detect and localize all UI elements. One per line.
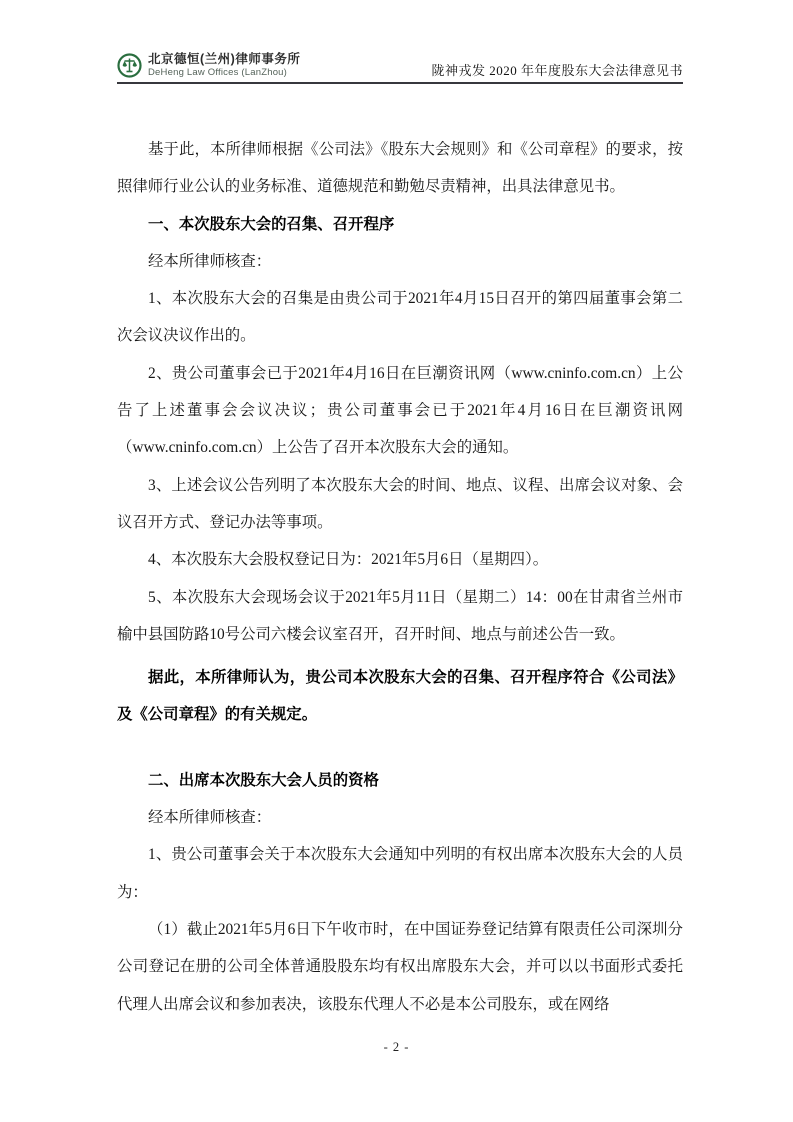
section1-item-3: 3、上述会议公告列明了本次股东大会的时间、地点、议程、出席会议对象、会议召开方式、登记办法等事项。: [117, 476, 683, 531]
document-body: [117, 131, 683, 1023]
firm-name-chinese: 北京德恒(兰州)律师事务所: [148, 52, 301, 66]
section1-conclusion: 据此，本所律师认为，贵公司本次股东大会的召集、召开程序符合《公司法》及《公司章程》的有关规定。: [117, 669, 683, 724]
firm-name-block: [148, 52, 300, 79]
section1-item-1: 1、本次股东大会的召集是由贵公司于2021年4月15日召开的第四届董事会第二次会议决议作出的。: [117, 290, 683, 345]
page-number: - 2 -: [383, 1040, 410, 1054]
intro-paragraph: 基于此，本所律师根据《公司法》《股东大会规则》和《公司章程》的要求，按照律师行业公认的业务标准、道德规范和勤勉尽责精神，出具法律意见书。: [117, 141, 683, 196]
section1-item-2: 2、贵公司董事会已于2021年4月16日在巨潮资讯网（www.cninfo.com.cn）上公告了上述董事会会议决议；贵公司董事会已于2021年4月16日在巨潮资讯网（www.cninfo.com.cn）上公告了召开本次股东大会的通知。: [117, 364, 683, 457]
firm-identity: [117, 52, 300, 79]
document-title-header: 陇神戎发 2020 年年度股东大会法律意见书: [431, 63, 683, 78]
deheng-logo-icon: [117, 53, 142, 78]
section1-lead: 经本所律师核查：: [148, 252, 272, 270]
section2-item-2: （1）截止2021年5月6日下午收市时，在中国证券登记结算有限责任公司深圳分公司登记在册的公司全体普通股股东均有权出席股东大会，并可以以书面形式委托代理人出席会议和参加表决，该股东代理人不必是本公司股东，或在网络: [117, 920, 683, 1013]
page-header: [117, 52, 683, 84]
section2-item-1: 1、贵公司董事会关于本次股东大会通知中列明的有权出席本次股东大会的人员为：: [117, 846, 683, 901]
section1-heading: 一、本次股东大会的召集、召开程序: [148, 215, 395, 233]
section2-lead: 经本所律师核查：: [148, 809, 272, 827]
section1-item-4: 4、本次股东大会股权登记日为：2021年5月6日（星期四）。: [148, 551, 549, 569]
section1-item-5: 5、本次股东大会现场会议于2021年5月11日（星期二）14：00在甘肃省兰州市榆中县国防路10号公司六楼会议室召开，召开时间、地点与前述公告一致。: [117, 588, 683, 643]
firm-name-english: DeHeng Law Offices (LanZhou): [148, 67, 288, 78]
section2-heading: 二、出席本次股东大会人员的资格: [148, 771, 379, 789]
